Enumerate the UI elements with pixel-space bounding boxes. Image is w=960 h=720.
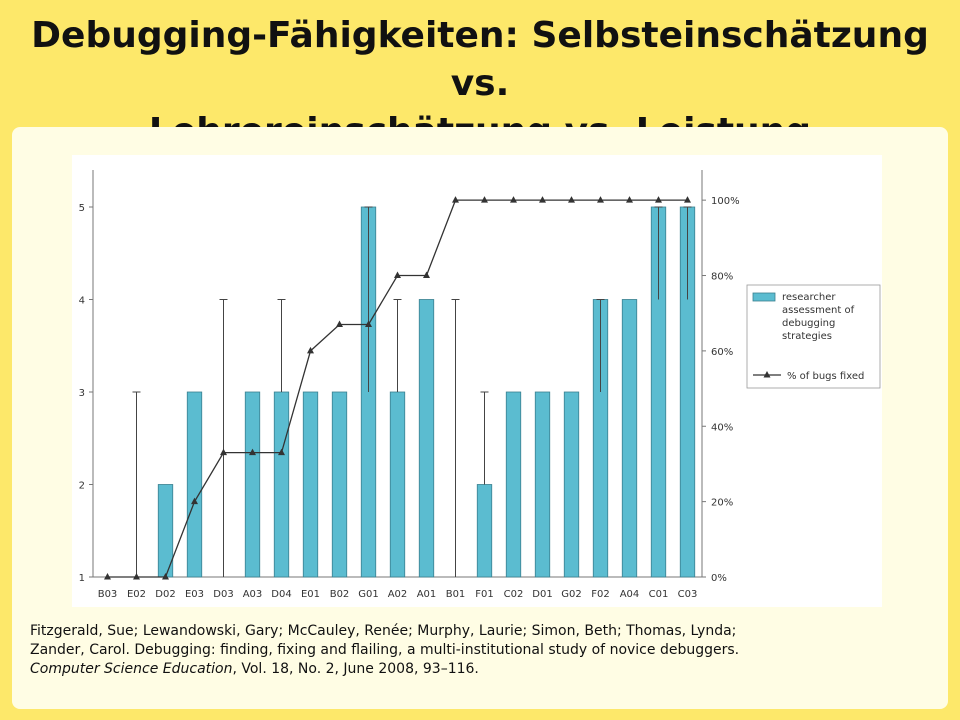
x-tick-label: F02 <box>591 589 610 600</box>
legend-line-label: % of bugs fixed <box>787 371 865 382</box>
line-marker-C03 <box>684 196 691 203</box>
line-marker-G02 <box>568 196 575 203</box>
citation-journal: Computer Science Education <box>30 661 233 677</box>
x-tick-label: E03 <box>184 589 205 600</box>
legend-bar-label: researcher <box>782 292 836 303</box>
slide-title-line-1: Debugging-Fähigkeiten: Selbsteinschätzung vs. <box>31 15 929 104</box>
bar-A03 <box>245 392 260 577</box>
line-marker-F01 <box>481 196 488 203</box>
y-left-tick-label: 5 <box>78 203 85 214</box>
y-right-tick-label: 60% <box>711 346 734 358</box>
chart-figure <box>72 155 882 607</box>
y-right-tick-label: 100% <box>711 196 740 208</box>
y-right-tick-label: 0% <box>711 573 727 584</box>
bar-G02 <box>564 392 579 577</box>
y-left-tick-label: 2 <box>78 480 85 492</box>
x-tick-label: D02 <box>155 589 176 600</box>
x-tick-label: E02 <box>126 589 147 600</box>
bar-E01 <box>303 392 318 577</box>
line-marker-D03 <box>220 449 227 456</box>
bar-A04 <box>622 300 637 578</box>
x-tick-label: A03 <box>242 589 263 600</box>
bar-A01 <box>419 300 434 578</box>
bar-D04 <box>274 392 289 577</box>
x-tick-label: G02 <box>561 589 582 600</box>
x-tick-label: D03 <box>213 589 234 600</box>
line-marker-F02 <box>597 196 604 203</box>
citation-details: , Vol. 18, No. 2, June 2008, 93–116. <box>232 661 479 677</box>
bar-A02 <box>390 392 405 577</box>
legend-bar-swatch <box>753 293 775 301</box>
line-marker-B02 <box>336 321 343 328</box>
x-tick-label: C02 <box>503 589 524 600</box>
legend-bar-label: debugging <box>782 318 836 329</box>
legend-bar-label: assessment of <box>782 305 855 316</box>
y-right-tick-label: 80% <box>711 271 734 283</box>
y-right-tick-label: 20% <box>711 497 734 509</box>
line-marker-A02 <box>394 272 401 279</box>
y-left-tick-label: 3 <box>78 388 85 399</box>
legend-bar-label: strategies <box>782 331 832 342</box>
line-marker-D01 <box>539 196 546 203</box>
bar-B02 <box>332 392 347 577</box>
y-left-tick-label: 1 <box>78 573 85 584</box>
y-right-tick-label: 40% <box>711 422 734 434</box>
line-marker-A04 <box>626 196 633 203</box>
line-marker-C01 <box>655 196 662 203</box>
line-marker-B03 <box>104 573 111 580</box>
x-tick-label: A01 <box>416 589 437 600</box>
bar-C02 <box>506 392 521 577</box>
x-tick-label: G01 <box>358 589 379 600</box>
line-marker-E02 <box>133 573 140 580</box>
debugging-chart <box>72 155 882 607</box>
citation-authors: Fitzgerald, Sue; Lewandowski, Gary; McCauley, Renée; Murphy, Laurie; Simon, Beth; Thomas, Lynda; <box>30 623 737 639</box>
citation <box>30 622 930 679</box>
x-tick-label: C01 <box>648 589 669 600</box>
bar-F01 <box>477 485 492 578</box>
x-tick-label: F01 <box>475 589 494 600</box>
x-tick-label: B03 <box>97 589 118 600</box>
line-marker-C02 <box>510 196 517 203</box>
x-tick-label: B02 <box>329 589 350 600</box>
bar-E03 <box>187 392 202 577</box>
citation-source <box>30 660 930 679</box>
line-marker-A01 <box>423 272 430 279</box>
x-tick-label: C03 <box>677 589 698 600</box>
x-tick-label: D01 <box>532 589 553 600</box>
y-left-tick-label: 4 <box>78 295 85 307</box>
x-tick-label: E01 <box>300 589 321 600</box>
citation-title: Zander, Carol. Debugging: finding, fixing and flailing, a multi-institutional study of novice debuggers. <box>30 642 740 658</box>
line-marker-B01 <box>452 196 459 203</box>
bar-D01 <box>535 392 550 577</box>
x-tick-label: A04 <box>619 589 640 600</box>
x-tick-label: A02 <box>387 589 408 600</box>
x-tick-label: D04 <box>271 589 292 600</box>
x-tick-label: B01 <box>445 589 466 600</box>
